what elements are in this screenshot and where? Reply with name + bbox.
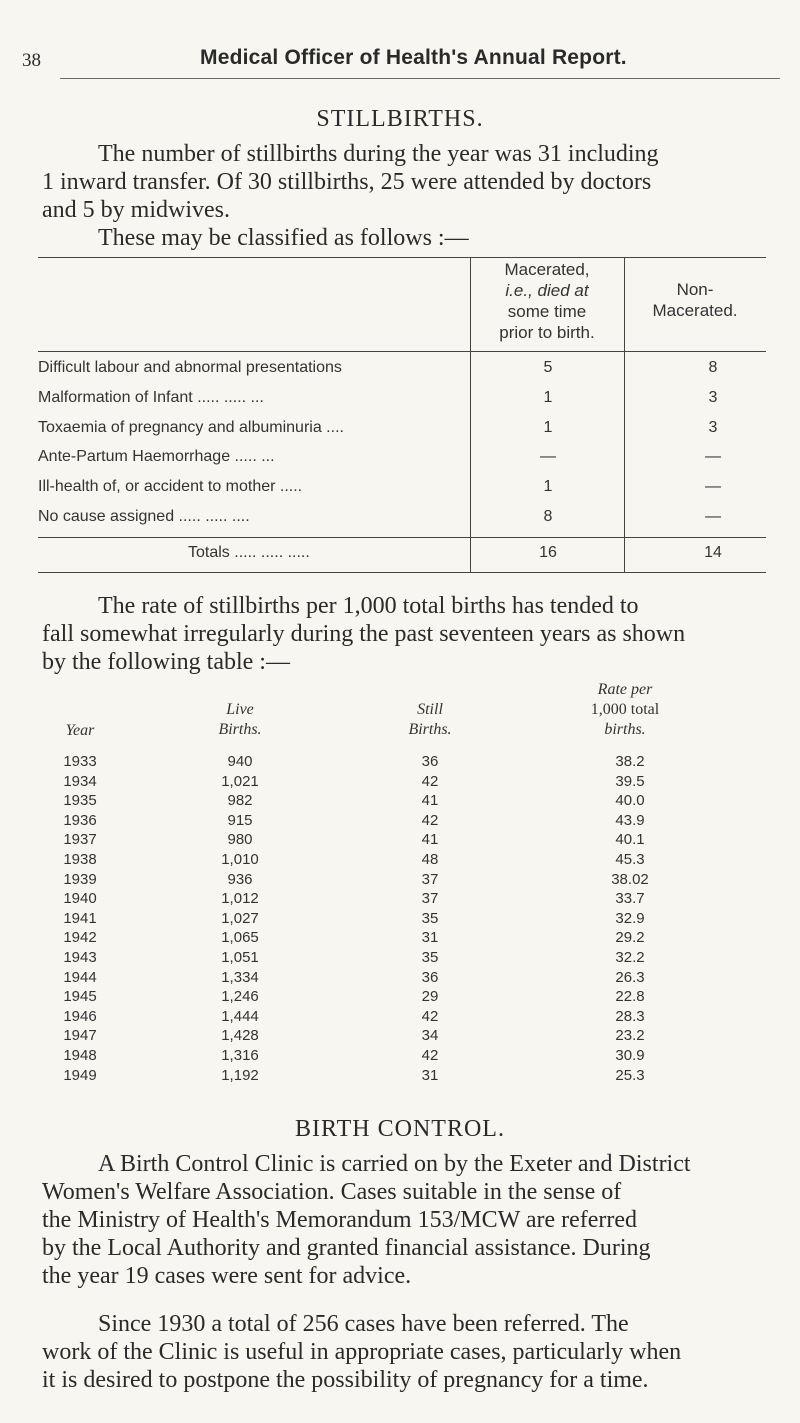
header-line: i.e., died at (505, 281, 589, 300)
cell-still-births: 35 (421, 949, 439, 966)
category-label: Difficult labour and abnormal presentations (38, 359, 342, 376)
cell-still-births: 36 (421, 968, 439, 986)
birth-control-line: work of the Clinic is useful in appropriate cases, particularly when (42, 1339, 682, 1365)
rate-para-line: fall somewhat irregularly during the past seventeen years as shown (42, 621, 686, 647)
non-macerated-value: — (705, 448, 721, 465)
cell-year: 1934 (63, 772, 97, 790)
cell-rate: 33.7 (615, 890, 645, 908)
cell-year: 1936 (63, 811, 97, 829)
birth-control-heading: BIRTH CONTROL. (295, 1116, 505, 1142)
cell-still-births: 36 (421, 753, 439, 770)
macerated-value: — (540, 448, 556, 465)
column-header-non-macerated (624, 279, 766, 321)
header-live-births (190, 700, 290, 740)
cell-rate: 32.9 (615, 909, 645, 927)
category-label: No cause assigned ..... ..... .... (38, 508, 250, 525)
stillbirths-paragraph (42, 140, 782, 224)
cell-year: 1942 (63, 929, 97, 947)
non-macerated-total: 14 (704, 544, 722, 561)
cell-year: 1946 (63, 1007, 97, 1025)
birth-control-line: Since 1930 a total of 256 cases have been referred. The (98, 1311, 629, 1337)
birth-control-line: the year 19 cases were sent for advice. (42, 1263, 412, 1289)
cell-still-births: 31 (421, 1066, 439, 1084)
non-macerated-value: 8 (708, 359, 718, 376)
cell-still-births: 42 (421, 811, 439, 829)
cell-rate: 26.3 (615, 968, 645, 986)
header-bottom-rule (38, 351, 766, 352)
birth-control-line: the Ministry of Health's Memorandum 153/MCW are referred (42, 1207, 638, 1233)
cell-live-births: 1,334 (221, 968, 259, 986)
cell-rate: 29.2 (615, 929, 645, 947)
header-line: Births. (408, 721, 452, 738)
cell-rate: 38.2 (615, 753, 645, 770)
column-header-macerated (470, 259, 624, 343)
running-title: Medical Officer of Health's Annual Report. (200, 46, 627, 69)
page-number: 38 (22, 50, 41, 71)
totals-top-rule (38, 537, 766, 538)
cell-still-births: 42 (421, 1047, 439, 1064)
birth-control-paragraph-1 (42, 1150, 782, 1290)
cell-still-births: 34 (421, 1027, 439, 1045)
header-line: Still (417, 701, 443, 718)
stillbirths-para-line: The number of stillbirths during the year was 31 including (98, 141, 659, 167)
category-label: Toxaemia of pregnancy and albuminuria .... (38, 419, 344, 436)
cell-live-births: 1,246 (221, 988, 259, 1006)
header-line: Live (226, 701, 254, 718)
birth-control-line: A Birth Control Clinic is carried on by the Exeter and District (98, 1151, 691, 1177)
classify-line: These may be classified as follows :— (98, 225, 469, 251)
cell-live-births: 1,192 (221, 1066, 259, 1084)
stillbirths-para-line: 1 inward transfer. Of 30 stillbirths, 25 were attended by doctors (42, 169, 652, 195)
cell-rate: 40.1 (615, 831, 645, 849)
header-line: some time (507, 302, 587, 321)
birth-control-line: it is desired to postpone the possibility of pregnancy for a time. (42, 1367, 649, 1393)
cell-rate: 32.2 (615, 949, 645, 966)
cell-live-births: 982 (227, 792, 253, 810)
cell-rate: 38.02 (611, 870, 649, 888)
cell-live-births: 915 (227, 811, 253, 829)
cell-still-births: 41 (421, 831, 439, 849)
non-macerated-value: — (705, 508, 721, 525)
cell-year: 1943 (63, 949, 97, 966)
header-line: births. (604, 721, 646, 738)
cell-still-births: 41 (421, 792, 439, 810)
cell-still-births: 31 (421, 929, 439, 947)
rate-para-line: by the following table :— (42, 649, 290, 675)
cell-live-births: 1,065 (221, 929, 259, 947)
header-line: Births. (218, 721, 262, 738)
header-line: prior to birth. (499, 323, 595, 342)
cell-still-births: 37 (421, 890, 439, 908)
cell-live-births: 1,051 (221, 949, 259, 966)
cell-rate: 23.2 (615, 1027, 645, 1045)
cell-live-births: 1,021 (221, 772, 259, 790)
cell-year: 1937 (63, 831, 97, 849)
cell-still-births: 29 (421, 988, 439, 1006)
cell-live-births: 1,428 (221, 1027, 259, 1045)
cell-live-births: 1,027 (221, 909, 259, 927)
cell-still-births: 37 (421, 870, 439, 888)
cell-year: 1948 (63, 1047, 97, 1064)
cell-live-births: 1,012 (221, 890, 259, 908)
cell-year: 1944 (63, 968, 97, 986)
macerated-value: 1 (543, 389, 553, 406)
header-line: Rate per (597, 681, 653, 698)
header-still-births (380, 700, 480, 740)
stillbirth-classification-table (38, 257, 766, 573)
cell-rate: 25.3 (615, 1066, 645, 1084)
header-line: Macerated. (652, 301, 738, 320)
header-year: Year (65, 722, 95, 739)
non-macerated-value: 3 (708, 389, 718, 406)
header-line: Non- (676, 280, 714, 299)
header-line-text: 1,000 total (590, 701, 660, 718)
header-line (555, 700, 695, 720)
cell-live-births: 940 (227, 753, 253, 770)
header-rule (60, 78, 780, 79)
macerated-value: 5 (543, 359, 553, 376)
cell-live-births: 936 (227, 870, 253, 888)
category-label: Ill-health of, or accident to mother ..... (38, 478, 303, 495)
cell-still-births: 42 (421, 772, 439, 790)
cell-year: 1938 (63, 851, 97, 868)
cell-live-births: 1,316 (221, 1047, 259, 1064)
header-rate (555, 680, 695, 740)
cell-rate: 30.9 (615, 1047, 645, 1064)
stillbirths-heading: STILLBIRTHS. (316, 106, 484, 132)
table-bottom-rule (38, 572, 766, 573)
cell-rate: 43.9 (615, 811, 645, 829)
birth-control-line: by the Local Authority and granted financial assistance. During (42, 1235, 651, 1261)
cell-year: 1933 (63, 753, 97, 770)
cell-year: 1940 (63, 890, 97, 908)
category-label: Malformation of Infant ..... ..... ... (38, 389, 264, 406)
cell-year: 1935 (63, 792, 97, 810)
rate-para-line: The rate of stillbirths per 1,000 total births has tended to (98, 593, 639, 619)
cell-still-births: 35 (421, 909, 439, 927)
macerated-total: 16 (539, 544, 557, 561)
macerated-value: 1 (543, 419, 553, 436)
stillbirths-para-line: and 5 by midwives. (42, 197, 230, 223)
cell-year: 1949 (63, 1066, 97, 1084)
header-line: Macerated, (504, 260, 590, 279)
cell-rate: 22.8 (615, 988, 645, 1006)
rate-paragraph (42, 592, 782, 676)
cell-live-births: 1,444 (221, 1007, 259, 1025)
cell-year: 1947 (63, 1027, 97, 1045)
table-top-rule (38, 257, 766, 258)
cell-live-births: 980 (227, 831, 253, 849)
cell-year: 1939 (63, 870, 97, 888)
totals-label: Totals ..... ..... ..... (188, 544, 310, 561)
non-macerated-value: — (705, 478, 721, 495)
cell-rate: 28.3 (615, 1007, 645, 1025)
cell-rate: 45.3 (615, 851, 645, 868)
cell-still-births: 42 (421, 1007, 439, 1025)
macerated-value: 1 (543, 478, 553, 495)
cell-year: 1945 (63, 988, 97, 1006)
category-label: Ante-Partum Haemorrhage ..... ... (38, 448, 275, 465)
cell-rate: 39.5 (615, 772, 645, 790)
birth-control-line: Women's Welfare Association. Cases suitable in the sense of (42, 1179, 622, 1205)
birth-control-paragraph-2 (42, 1310, 782, 1394)
macerated-value: 8 (543, 508, 553, 525)
cell-still-births: 48 (421, 851, 439, 868)
non-macerated-value: 3 (708, 419, 718, 436)
cell-live-births: 1,010 (221, 851, 259, 868)
cell-rate: 40.0 (615, 792, 645, 810)
cell-year: 1941 (63, 909, 97, 927)
